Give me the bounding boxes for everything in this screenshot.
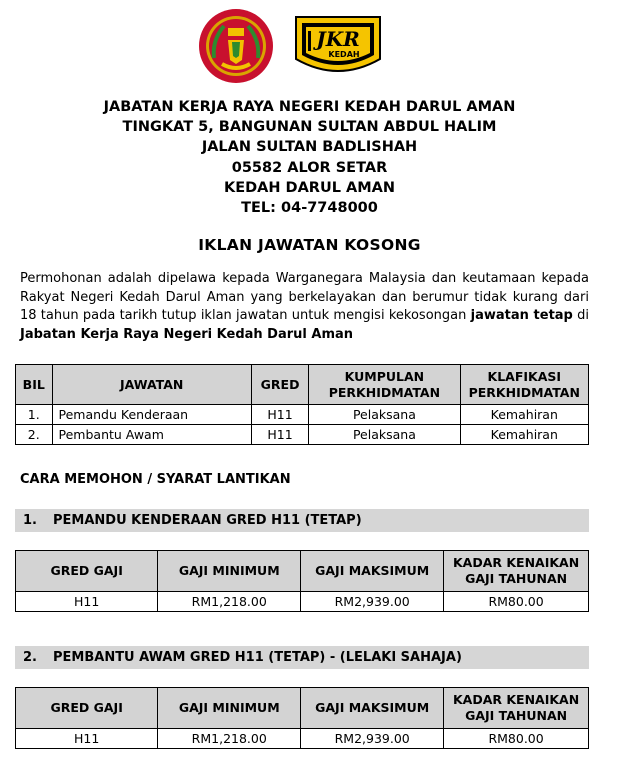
header-gaji-max: GAJI MAKSIMUM [301,688,444,729]
table-row [16,425,589,445]
header-jawatan: JAWATAN [52,365,251,405]
positions-table [15,364,589,445]
section2-title: PEMBANTU AWAM GRED H11 (TETAP) - (LELAKI SAHAJA) [53,650,462,665]
address-line: TINGKAT 5, BANGUNAN SULTAN ABDUL HALIM [122,119,497,136]
intro-text: Permohonan adalah dipelawa kepada Warganegara Malaysia dan keutamaan kepada Rakyat Negeri Kedah Darul Aman yang berkelayakan dan berumur tidak kurang dari 18 tahun pada tarikh tutup iklan jawatan untuk mengisi kekosongan [20,271,589,323]
cell-kadar: RM80.00 [444,729,589,749]
table-row [16,405,589,425]
jkr-logo [290,13,386,81]
cell-jawatan: Pembantu Awam [52,425,251,445]
cell-gred: H11 [251,425,308,445]
section1-title: PEMANDU KENDERAAN GRED H11 (TETAP) [53,513,362,528]
header-kumpulan: KUMPULAN PERKHIDMATAN [309,365,460,405]
section2-bar [15,646,589,669]
state-crest-logo [198,8,274,84]
header-gred-gaji: GRED GAJI [16,688,158,729]
cell-min: RM1,218.00 [158,592,301,612]
intro-bold-text: jawatan tetap [470,308,573,323]
section1-bar [15,509,589,532]
intro-paragraph [20,270,589,344]
header-gred-gaji: GRED GAJI [16,551,158,592]
address-line: KEDAH DARUL AMAN [223,179,396,196]
cell-max: RM2,939.00 [301,592,444,612]
header-kadar: KADAR KENAIKAN GAJI TAHUNAN [444,688,589,729]
address-block [0,97,619,218]
header-klasifikasi: KLAFIKASI PERKHIDMATAN [460,365,588,405]
page-title: IKLAN JAWATAN KOSONG [198,236,421,254]
header-gred: GRED [251,365,308,405]
section2-number: 2. [23,650,37,665]
intro-bold-text: Jabatan Kerja Raya Negeri Kedah Darul Aman [20,326,354,342]
jkr-logo-sub: KEDAH [328,50,360,59]
cell-bil: 2. [16,425,53,445]
header-gaji-max: GAJI MAKSIMUM [301,551,444,592]
cell-gred: H11 [251,405,308,425]
cell-gred: H11 [16,592,158,612]
address-line: 05582 ALOR SETAR [231,159,388,176]
address-line: JALAN SULTAN BADLISHAH [201,139,418,156]
header-gaji-min: GAJI MINIMUM [158,688,301,729]
table-row [16,592,589,612]
jkr-logo-text: JKR [316,27,360,51]
cell-jawatan: Pemandu Kenderaan [52,405,251,425]
section-heading: CARA MEMOHON / SYARAT LANTIKAN [20,472,291,487]
header-bil: BIL [16,365,53,405]
cell-kumpulan: Pelaksana [309,405,460,425]
cell-max: RM2,939.00 [301,729,444,749]
pay-table-1 [15,550,589,612]
table-row [16,729,589,749]
address-line: TEL: 04-7748000 [241,199,378,216]
state-crest-icon [198,8,274,84]
jkr-logo-icon [290,13,386,81]
cell-bil: 1. [16,405,53,425]
intro-text: di [572,308,590,323]
cell-min: RM1,218.00 [158,729,301,749]
pay-table-2 [15,687,589,749]
cell-klasifikasi: Kemahiran [460,405,588,425]
cell-kumpulan: Pelaksana [309,425,460,445]
section1-number: 1. [23,513,37,528]
cell-gred: H11 [16,729,158,749]
address-line: JABATAN KERJA RAYA NEGERI KEDAH DARUL AMAN [103,99,516,115]
header-gaji-min: GAJI MINIMUM [158,551,301,592]
cell-klasifikasi: Kemahiran [460,425,588,445]
cell-kadar: RM80.00 [444,592,589,612]
header-kadar: KADAR KENAIKAN GAJI TAHUNAN [444,551,589,592]
